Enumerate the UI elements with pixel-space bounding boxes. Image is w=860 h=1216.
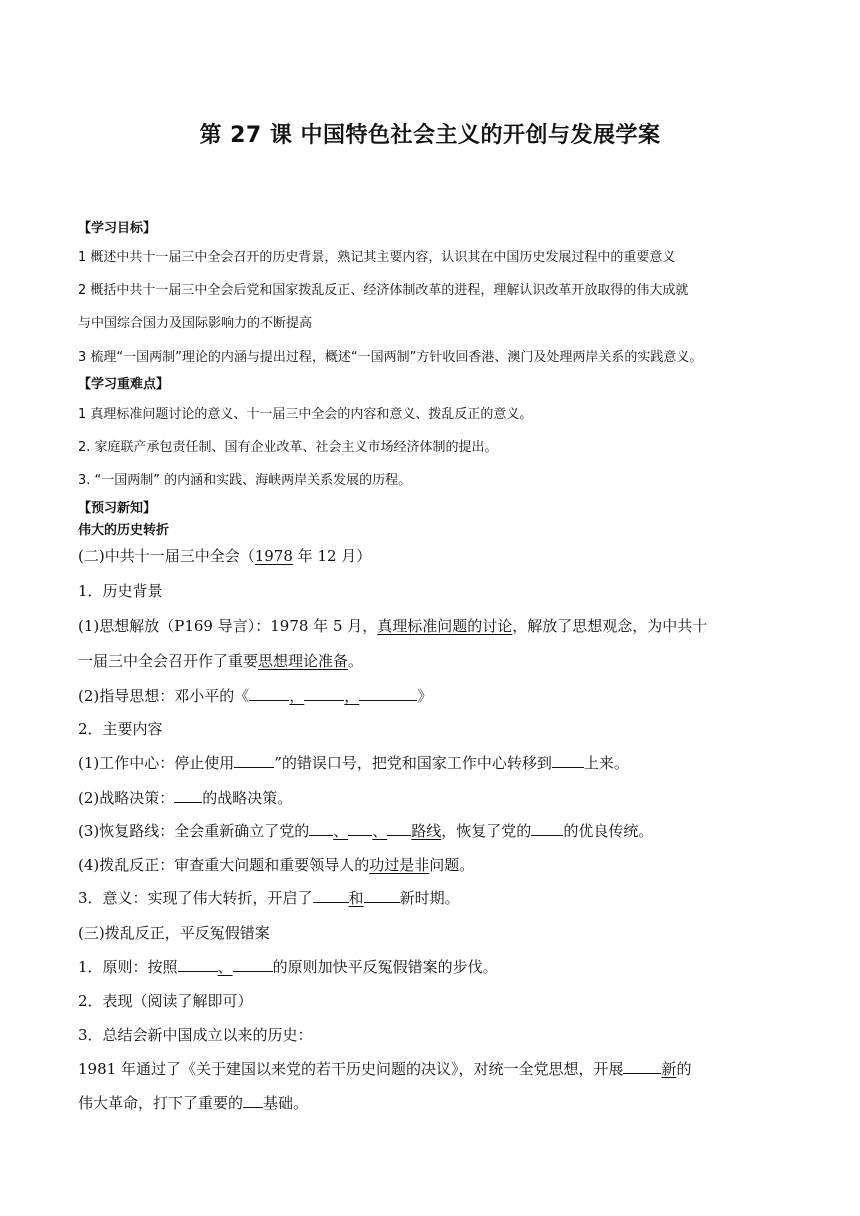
fill-blank[interactable]	[364, 888, 400, 903]
goals-header: 【学习目标】	[78, 221, 157, 236]
section-three-heading: (三)拨乱反正，平反冤假错案	[78, 924, 270, 942]
fill-blank[interactable]	[178, 957, 218, 972]
background-item-1: (1)思想解放（P169 导言）：1978 年 5 月，真理标准问题的讨论，解放了思想观念，为中共十	[78, 617, 708, 635]
main-content-title: 2．主要内容	[78, 720, 163, 738]
main-item-4: (4)拨乱反正：审查重大问题和重要领导人的功过是非问题。	[78, 856, 475, 874]
resolution-text: 1981 年通过了《关于建国以来党的若干历史问题的决议》，对统一全党思想，开展 新的	[78, 1060, 692, 1078]
goal-item-3: 3 梳理“一国两制”理论的内涵与提出过程，概述“一国两制”方针收回香港、澳门及处理两岸关系的实践意义。	[78, 350, 703, 365]
principle: 1．原则：按照 、 的原则加快平反冤假错案的步伐。	[78, 958, 498, 976]
resolution-text-continued: 伟大革命，打下了重要的 基础。	[78, 1094, 309, 1112]
fill-blank[interactable]	[309, 821, 333, 836]
background-item-2: (2)指导思想：邓小平的《 ， ， 》	[78, 687, 433, 705]
preview-header: 【预习新知】	[78, 501, 157, 516]
fill-blank[interactable]	[243, 1093, 263, 1108]
background-title: 1．历史背景	[78, 582, 163, 600]
fill-blank[interactable]	[233, 957, 273, 972]
fill-blank[interactable]	[348, 821, 372, 836]
keypoint-item-2: 2. 家庭联产承包责任制、国有企业改革、社会主义市场经济体制的提出。	[78, 440, 498, 455]
keypoints-header: 【学习重难点】	[78, 377, 170, 392]
fill-blank[interactable]	[623, 1059, 661, 1074]
fill-blank[interactable]	[249, 686, 289, 701]
session-heading: (二)中共十一届三中全会（1978 年 12 月）	[78, 547, 372, 565]
main-item-3: (3)恢复路线：全会重新确立了党的 、 、 路线，恢复了党的 的优良传统。	[78, 822, 654, 840]
keypoint-item-1: 1 真理标准问题讨论的意义、十一届三中全会的内容和意义、拨乱反正的意义。	[78, 407, 533, 422]
section-title: 伟大的历史转折	[78, 523, 170, 538]
summary-title: 3．总结会新中国成立以来的历史：	[78, 1026, 313, 1044]
fill-blank[interactable]	[531, 821, 563, 836]
year-underlined: 1978	[254, 547, 293, 565]
fill-blank[interactable]	[304, 686, 344, 701]
fill-blank[interactable]	[387, 821, 411, 836]
fill-blank[interactable]	[359, 686, 417, 701]
performance: 2．表现（阅读了解即可）	[78, 992, 253, 1010]
goal-item-1: 1 概述中共十一届三中全会召开的历史背景，熟记其主要内容，认识其在中国历史发展过程中的重要意义	[78, 250, 676, 265]
main-item-2: (2)战略决策： 的战略决策。	[78, 789, 293, 807]
goal-item-2-continued: 与中国综合国力及国际影响力的不断提高	[78, 316, 313, 331]
fill-blank[interactable]	[552, 753, 584, 768]
keypoint-item-3: 3. “一国两制” 的内涵和实践、海峡两岸关系发展的历程。	[78, 473, 412, 488]
fill-blank[interactable]	[313, 888, 349, 903]
page-title: 第 27 课 中国特色社会主义的开创与发展学案	[199, 123, 661, 148]
main-item-1: (1)工作中心：停止使用 ”的错误口号，把党和国家工作中心转移到 上来。	[78, 754, 629, 772]
fill-blank[interactable]	[174, 788, 202, 803]
goal-item-2: 2 概括中共十一届三中全会后党和国家拨乱反正、经济体制改革的进程，理解认识改革开放取得的伟大成就	[78, 283, 689, 298]
fill-blank[interactable]	[234, 753, 274, 768]
significance: 3．意义：实现了伟大转折，开启了 和 新时期。	[78, 889, 460, 907]
background-item-1-continued: 一届三中全会召开作了重要思想理论准备。	[78, 652, 364, 670]
